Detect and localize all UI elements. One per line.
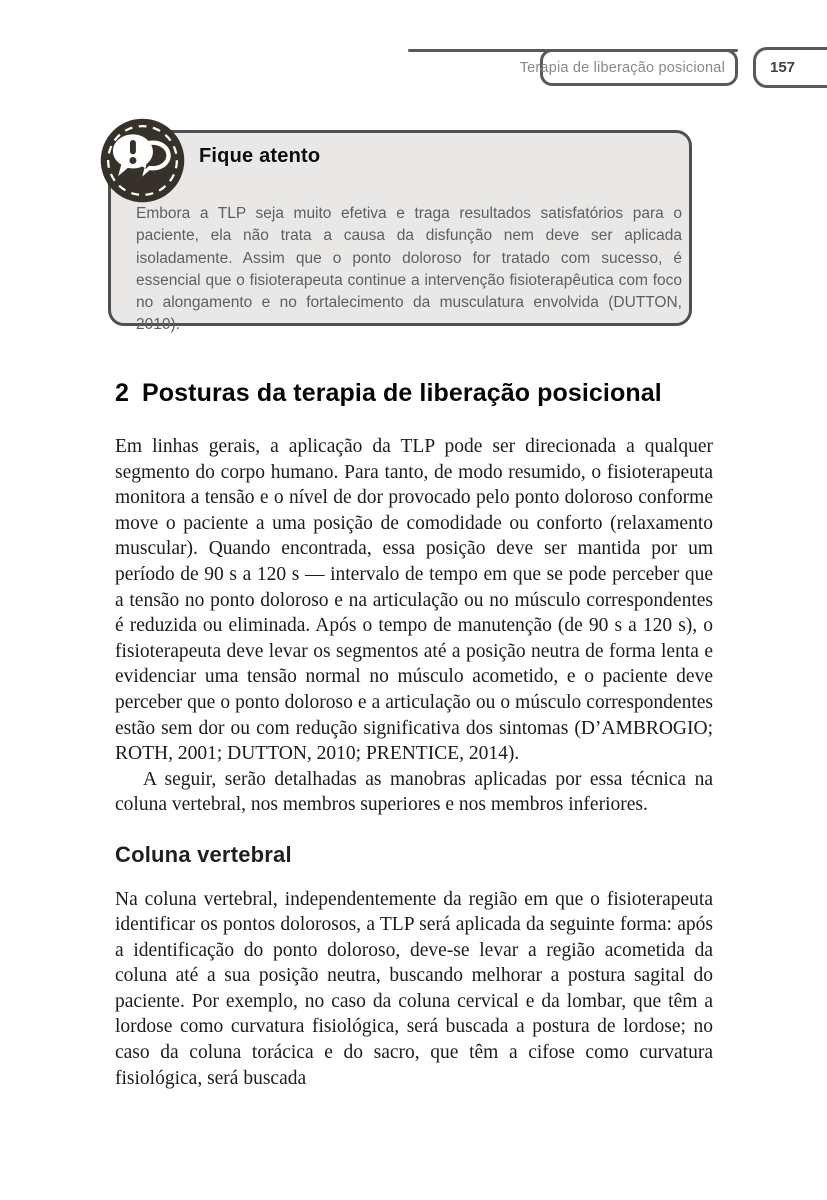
attention-callout xyxy=(108,130,692,334)
running-header xyxy=(519,49,738,86)
alert-speech-bubbles-icon xyxy=(99,117,186,204)
section-heading xyxy=(115,379,662,408)
section-title: Posturas da terapia de liberação posicional xyxy=(142,379,662,407)
page-number: 157 xyxy=(770,59,796,76)
running-header-title: Terapia de liberação posicional xyxy=(519,59,725,76)
page-body xyxy=(115,434,713,1091)
section-paragraph-1: Em linhas gerais, a aplicação da TLP pode ser direcionada a qualquer segmento do corpo humano. Para tanto, de modo resumido, o fisioterapeuta monitora a tensão e o nível de dor provocado pelo ponto doloroso conforme move o paciente a uma posição de comodidade ou conforto (relaxamento muscular). Quando encontrada, essa posição deve ser mantida por um período de 90 s a 120 s — intervalo de tempo em que se pode perceber que a tensão no ponto doloroso e na articulação ou no músculo correspondentes é reduzida ou eliminada. Após o tempo de manutenção (de 90 s a 120 s), o fisioterapeuta deve levar os segmentos até a posição neutra de forma lenta e evidenciar uma tensão normal no músculo acometido, e o paciente deve perceber que o ponto doloroso e a articulação ou o músculo correspondentes estão sem dor ou com redução significativa dos sintomas (D’AMBROGIO; ROTH, 2001; DUTTON, 2010; PRENTICE, 2014). xyxy=(115,436,713,765)
subsection-paragraph-1: Na coluna vertebral, independentemente da região em que o fisioterapeuta identificar os pontos dolorosos, a TLP será aplicada da seguinte forma: após a identificação do ponto doloroso, deve-se levar a região acometida da coluna até a sua posição neutra, buscando melhorar a postura sagital do paciente. Por exemplo, no caso da coluna cervical e da lombar, que têm a lordose como curvatura fisiológica, será buscada a postura de lordose; no caso da coluna torácica e do sacro, que têm a cifose como curvatura fisiológica, será buscada xyxy=(115,888,713,1089)
section-number: 2 xyxy=(115,379,130,407)
subsection-heading: Coluna vertebral xyxy=(115,841,292,867)
callout-body-text: Embora a TLP seja muito efetiva e traga resultados satisfatórios para o paciente, ela não trata a causa da disfunção nem deve ser aplicada isoladamente. Assim que o ponto doloroso for tratado com sucesso, é essencial que o fisioterapeuta continue a intervenção fisioterapêutica com foco no alongamento e no fortalecimento da musculatura envolvida (DUTTON, 2010). xyxy=(136,205,682,334)
callout-title: Fique atento xyxy=(199,145,321,167)
page-number-box xyxy=(753,47,827,88)
section-paragraph-2: A seguir, serão detalhadas as manobras aplicadas por essa técnica na coluna vertebral, nos membros superiores e nos membros inferiores. xyxy=(115,768,713,816)
